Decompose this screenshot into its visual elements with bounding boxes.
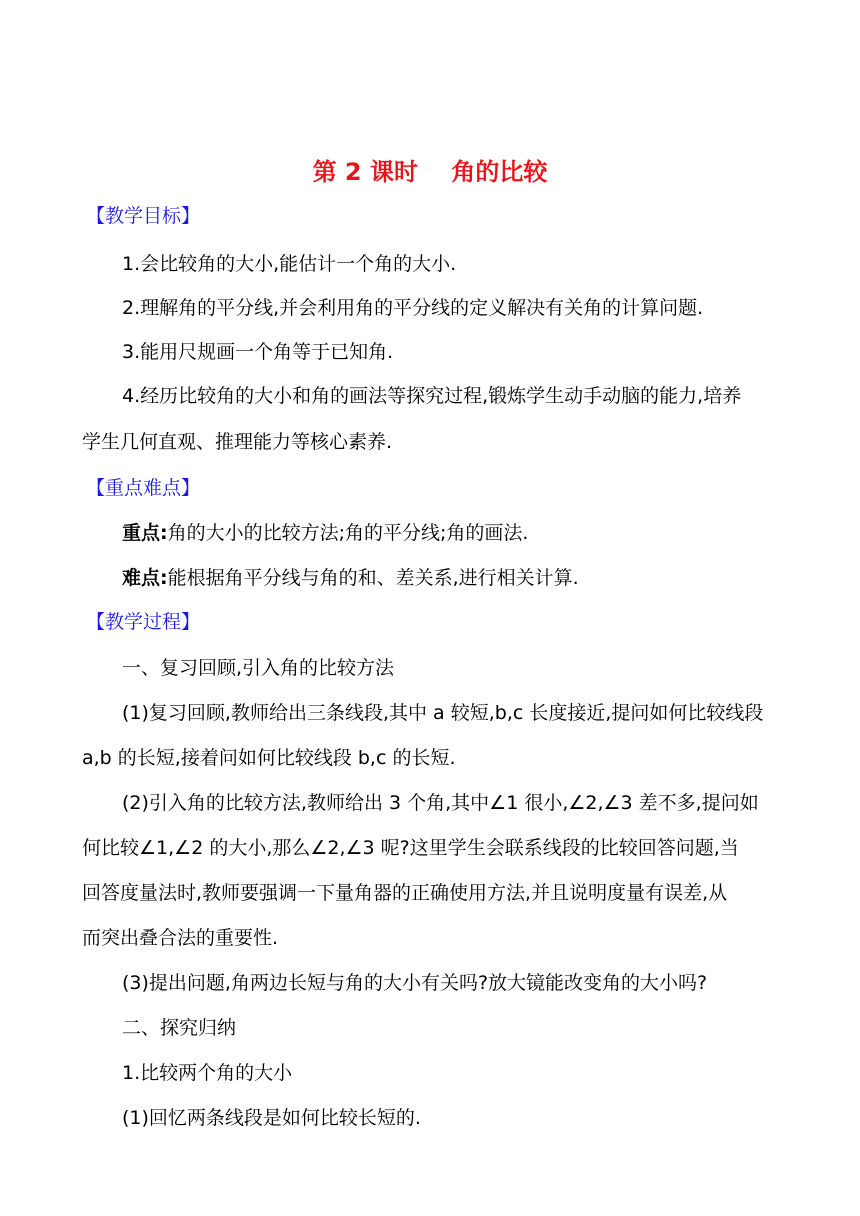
goal-item-4-continued: 学生几何直观、推理能力等核心素养. <box>82 431 393 453</box>
process-line-6: 回答度量法时,教师要强调一下量角器的正确使用方法,并且说明度量有误差,从 <box>82 882 728 904</box>
key-point-text: 角的大小的比较方法;角的平分线;角的画法. <box>167 522 529 544</box>
goal-item-4: 4.经历比较角的大小和角的画法等探究过程,锻炼学生动手动脑的能力,培养 <box>122 385 742 407</box>
process-line-8: (3)提出问题,角两边长短与角的大小有关吗?放大镜能改变角的大小吗? <box>122 972 708 994</box>
section-heading-goals: 【教学目标】 <box>86 205 201 227</box>
goal-item-2: 2.理解角的平分线,并会利用角的平分线的定义解决有关角的计算问题. <box>122 297 704 319</box>
lesson-title: 第 2 课时 角的比较 <box>312 158 548 186</box>
key-point-label: 重点: <box>122 522 168 544</box>
process-line-3: a,b 的长短,接着问如何比较线段 b,c 的长短. <box>82 747 456 769</box>
process-line-4: (2)引入角的比较方法,教师给出 3 个角,其中∠1 很小,∠2,∠3 差不多,提问如 <box>122 792 759 814</box>
process-line-10: 1.比较两个角的大小 <box>122 1062 293 1084</box>
difficult-point-label: 难点: <box>122 567 168 589</box>
process-line-9: 二、探究归纳 <box>122 1017 237 1039</box>
process-line-1: 一、复习回顾,引入角的比较方法 <box>122 657 395 679</box>
goal-item-3: 3.能用尺规画一个角等于已知角. <box>122 341 394 363</box>
section-heading-process: 【教学过程】 <box>86 611 201 633</box>
difficult-point-line <box>122 564 579 592</box>
difficult-point-text: 能根据角平分线与角的和、差关系,进行相关计算. <box>167 567 579 589</box>
goal-item-1: 1.会比较角的大小,能估计一个角的大小. <box>122 253 457 275</box>
key-point-line <box>122 519 528 547</box>
process-line-2: (1)复习回顾,教师给出三条线段,其中 a 较短,b,c 长度接近,提问如何比较线段 <box>122 702 764 724</box>
section-heading-key-points: 【重点难点】 <box>86 477 201 499</box>
process-line-11: (1)回忆两条线段是如何比较长短的. <box>122 1107 421 1129</box>
process-line-7: 而突出叠合法的重要性. <box>82 927 279 949</box>
process-line-5: 何比较∠1,∠2 的大小,那么∠2,∠3 呢?这里学生会联系线段的比较回答问题,当 <box>82 837 739 859</box>
